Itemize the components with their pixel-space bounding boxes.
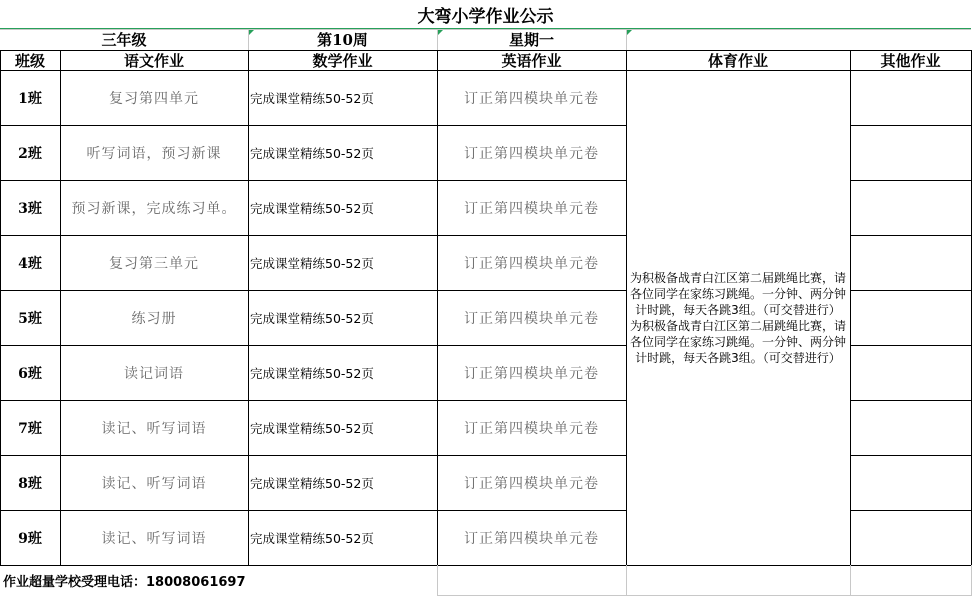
grid-line: [0, 345, 626, 346]
other-homework-cell[interactable]: [850, 180, 971, 235]
class-label: 9班: [18, 530, 42, 547]
math-homework-cell[interactable]: 完成课堂精练50-52页: [250, 145, 374, 161]
grid-line: [0, 510, 626, 511]
other-homework-cell[interactable]: [850, 70, 971, 125]
chinese-homework-cell[interactable]: 复习第三单元: [109, 255, 199, 272]
grid-line: [850, 565, 851, 596]
header-math: 数学作业: [312, 51, 373, 70]
grid-line: [0, 70, 971, 71]
other-homework-cell[interactable]: [850, 510, 971, 565]
math-homework-cell[interactable]: 完成课堂精练50-52页: [250, 200, 374, 216]
grid-line: [626, 29, 627, 50]
header-class: 班级: [14, 51, 45, 70]
grid-line: [437, 29, 438, 50]
page-title: 大弯小学作业公示: [417, 7, 554, 27]
grid-line: [0, 50, 1, 565]
math-homework-cell[interactable]: 完成课堂精练50-52页: [250, 475, 374, 491]
complaint-hotline: 作业超量学校受理电话：18008061697: [3, 575, 246, 590]
grid-line: [248, 29, 249, 50]
grid-line: [0, 125, 626, 126]
english-homework-cell[interactable]: 订正第四模块单元卷: [464, 310, 599, 327]
chinese-homework-cell[interactable]: 练习册: [131, 310, 177, 327]
class-label: 8班: [18, 475, 42, 492]
class-label: 6班: [18, 365, 42, 382]
other-homework-cell[interactable]: [850, 235, 971, 290]
grid-line: [437, 50, 438, 565]
chinese-homework-cell[interactable]: 读记词语: [124, 365, 184, 382]
grid-line: [850, 50, 851, 565]
english-homework-cell[interactable]: 订正第四模块单元卷: [464, 90, 599, 107]
english-homework-cell[interactable]: 订正第四模块单元卷: [464, 420, 599, 437]
grid-line: [60, 50, 61, 565]
footer-empty-cell[interactable]: [850, 565, 971, 596]
grid-line: [437, 565, 438, 596]
meta-empty-cell[interactable]: [626, 29, 971, 50]
grid-line: [850, 565, 971, 566]
pe-homework-cell[interactable]: 为积极备战青白江区第二届跳绳比赛，请各位同学在家练习跳绳。一分钟、两分钟计时跳，每天各跳3组。（可交替进行）为积极备战青白江区第二届跳绳比赛，请各位同学在家练习跳绳。一分钟、两分钟计时跳，每天各跳3组。（可交替进行）: [630, 270, 847, 365]
class-label: 1班: [18, 90, 42, 107]
footer-empty-cell[interactable]: [437, 565, 626, 596]
class-label: 2班: [18, 145, 42, 162]
grid-line: [0, 29, 971, 30]
chinese-homework-cell[interactable]: 预习新课，完成练习单。: [71, 200, 237, 217]
chinese-homework-cell[interactable]: 读记、听写词语: [101, 530, 207, 547]
grid-line: [850, 125, 971, 126]
math-homework-cell[interactable]: 完成课堂精练50-52页: [250, 310, 374, 326]
grid-line: [626, 565, 850, 566]
chinese-homework-cell[interactable]: 读记、听写词语: [101, 420, 207, 437]
chinese-homework-cell[interactable]: 读记、听写词语: [101, 475, 207, 492]
math-homework-cell[interactable]: 完成课堂精练50-52页: [250, 530, 374, 546]
math-homework-cell[interactable]: 完成课堂精练50-52页: [250, 365, 374, 381]
day-label: 星期一: [508, 31, 554, 49]
english-homework-cell[interactable]: 订正第四模块单元卷: [464, 475, 599, 492]
other-homework-cell[interactable]: [850, 455, 971, 510]
class-label: 4班: [18, 255, 42, 272]
grid-line: [850, 180, 971, 181]
grid-line: [626, 50, 627, 565]
header-pe: 体育作业: [707, 51, 768, 70]
grid-line: [0, 180, 626, 181]
header-other: 其他作业: [880, 51, 941, 70]
grid-line: [0, 235, 626, 236]
grade-label: 三年级: [101, 31, 147, 49]
grid-line: [0, 565, 626, 566]
other-homework-cell[interactable]: [850, 290, 971, 345]
grid-line: [248, 50, 249, 565]
grid-line: [850, 400, 971, 401]
grid-line: [0, 290, 626, 291]
english-homework-cell[interactable]: 订正第四模块单元卷: [464, 530, 599, 547]
grid-line: [0, 50, 971, 51]
class-label: 3班: [18, 200, 42, 217]
grid-line: [850, 455, 971, 456]
chinese-homework-cell[interactable]: 复习第四单元: [109, 90, 199, 107]
grid-line: [850, 235, 971, 236]
other-homework-cell[interactable]: [850, 345, 971, 400]
other-homework-cell[interactable]: [850, 400, 971, 455]
class-label: 5班: [18, 310, 42, 327]
grid-line: [626, 565, 627, 596]
english-homework-cell[interactable]: 订正第四模块单元卷: [464, 255, 599, 272]
other-homework-cell[interactable]: [850, 125, 971, 180]
grid-line: [0, 455, 626, 456]
grid-line: [850, 510, 971, 511]
header-chinese: 语文作业: [123, 51, 184, 70]
week-label: 第10周: [317, 31, 368, 49]
math-homework-cell[interactable]: 完成课堂精练50-52页: [250, 420, 374, 436]
english-homework-cell[interactable]: 订正第四模块单元卷: [464, 200, 599, 217]
math-homework-cell[interactable]: 完成课堂精练50-52页: [250, 90, 374, 106]
header-english: 英语作业: [501, 51, 562, 70]
class-label: 7班: [18, 420, 42, 437]
footer-empty-cell[interactable]: [626, 565, 850, 596]
grid-line: [0, 400, 626, 401]
grid-line: [850, 345, 971, 346]
grid-line: [850, 290, 971, 291]
chinese-homework-cell[interactable]: 听写词语，预习新课: [86, 145, 222, 162]
english-homework-cell[interactable]: 订正第四模块单元卷: [464, 145, 599, 162]
math-homework-cell[interactable]: 完成课堂精练50-52页: [250, 255, 374, 271]
english-homework-cell[interactable]: 订正第四模块单元卷: [464, 365, 599, 382]
